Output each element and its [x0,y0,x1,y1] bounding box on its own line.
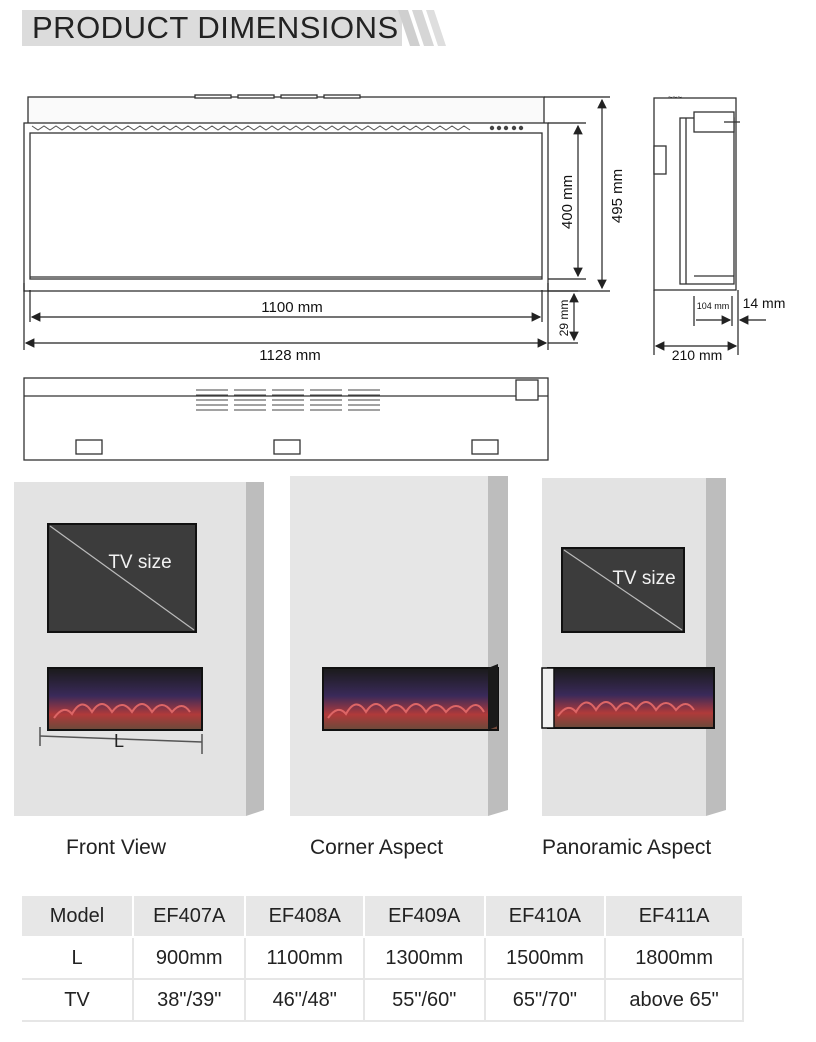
depth-total-label: 210 mm [671,347,723,363]
front-view-label: Front View [66,836,166,859]
total-height-label: 495 mm [609,168,626,224]
spec-table [22,896,744,1022]
table-row [22,937,743,979]
screen-height-label: 400 mm [559,174,576,230]
table-cell: 1300mm [364,937,485,979]
table-cell: above 65" [605,979,743,1021]
table-cell: 900mm [133,937,245,979]
side-elevation [654,93,740,290]
depth-front-label: 14 mm [742,295,786,311]
table-header-row [22,896,743,937]
svg-text:~~~: ~~~ [668,93,683,102]
top-plan-view [24,378,548,460]
table-header-cell: EF410A [485,896,606,937]
table-cell: 65"/70" [485,979,606,1021]
panoramic-aspect-label: Panoramic Aspect [542,836,712,859]
table-cell: 1800mm [605,937,743,979]
table-row [22,979,743,1021]
table-header-cell: EF409A [364,896,485,937]
table-cell: L [22,937,133,979]
table-header-cell: Model [22,896,133,937]
table-cell: 38"/39" [133,979,245,1021]
depth-rear-label: 104 mm [696,301,730,311]
table-cell: 1100mm [245,937,363,979]
bottom-gap-label: 29 mm [557,299,571,337]
page-title: PRODUCT DIMENSIONS [32,10,399,45]
front-tv-label: TV size [108,552,172,573]
installation-views [0,470,816,830]
front-elevation [24,95,548,291]
technical-drawing [0,0,816,470]
outer-width-label: 1128 mm [259,347,321,364]
corner-view-wall [290,476,508,816]
table-cell: TV [22,979,133,1021]
inner-width-label: 1100 mm [261,299,323,316]
table-cell: 46"/48" [245,979,363,1021]
table-cell: 55"/60" [364,979,485,1021]
panoramic-view-wall [542,478,726,816]
table-header-cell: EF407A [133,896,245,937]
table-cell: 1500mm [485,937,606,979]
panoramic-tv-label: TV size [612,568,676,589]
front-view-wall [14,482,264,816]
width-dimensions [24,283,548,350]
height-dimensions [544,97,610,343]
length-marker-label: L [113,731,125,751]
corner-aspect-label: Corner Aspect [310,836,444,859]
table-header-cell: EF408A [245,896,363,937]
table-header-cell: EF411A [605,896,743,937]
